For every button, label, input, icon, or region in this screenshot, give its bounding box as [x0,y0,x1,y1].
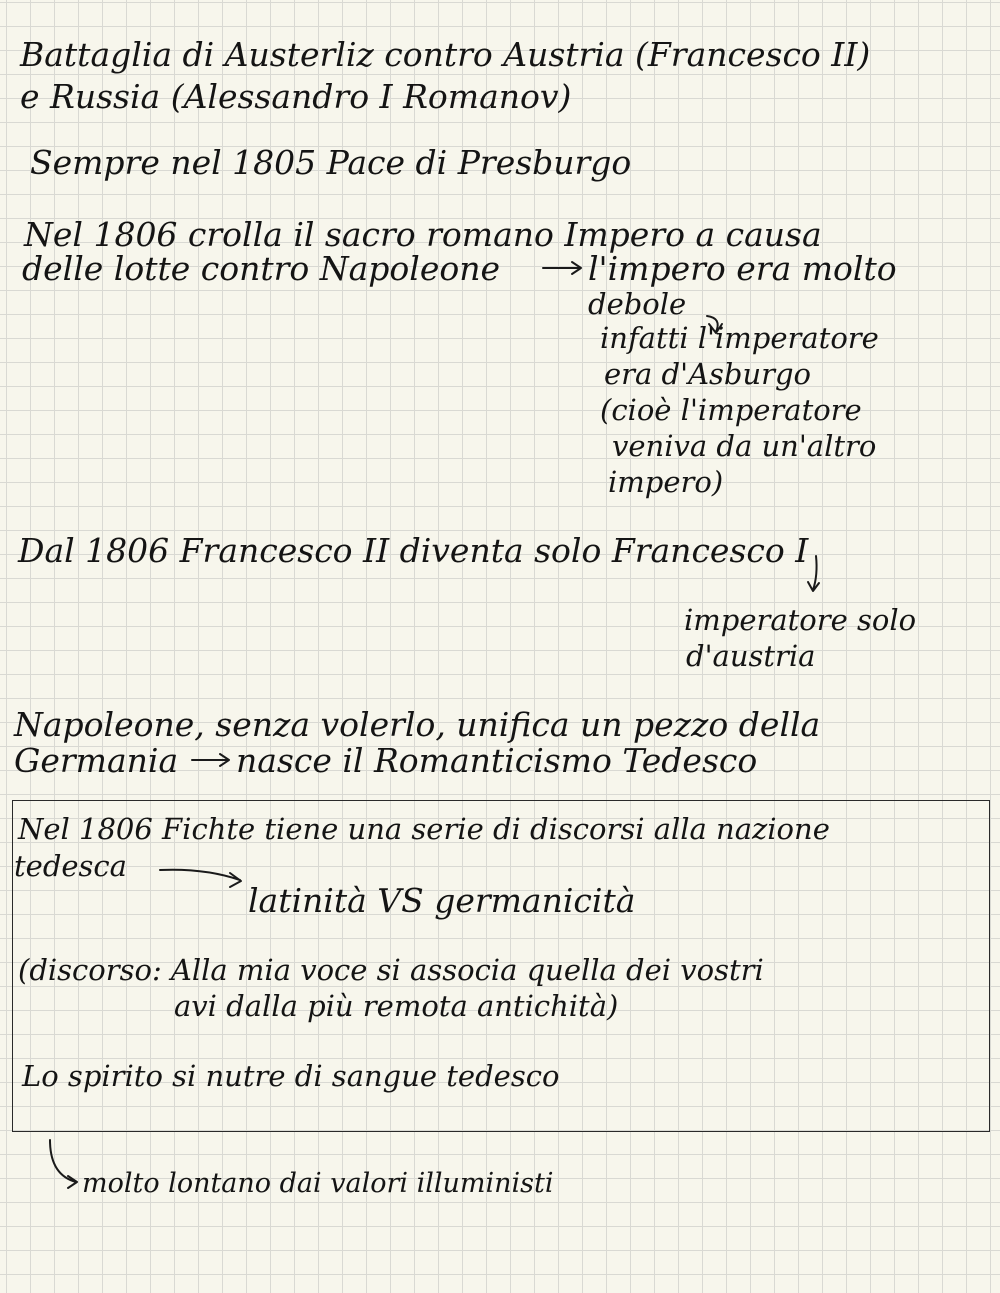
note-infatti-line: impero) [608,465,724,499]
note-napoleone-line-2-cont: nasce il Romanticismo Tedesco [236,741,758,780]
note-crollo-line-1: Nel 1806 crolla il sacro romano Impero a causa [24,215,822,254]
note-fichte-line-2: tedesca [14,849,127,883]
arrow-box-to-footnote [50,1140,77,1188]
note-footnote: molto lontano dai valori illuministi [82,1168,554,1199]
note-spirito: Lo spirito si nutre di sangue tedesco [22,1059,560,1093]
arrow-to-impero-debole [543,262,581,274]
arrow-germania-to-romanticismo [192,754,229,766]
arrow-francesco-to-imperatore [808,556,819,591]
note-napoleone-line-2: Germania [14,741,179,780]
note-imperatore-line: d'austria [686,639,816,673]
note-presburgo: Sempre nel 1805 Pace di Presburgo [30,143,632,182]
note-infatti-line: era d'Asburgo [604,357,812,391]
note-napoleone-line-1: Napoleone, senza volerlo, unifica un pezzo della [14,705,821,744]
note-infatti-line: veniva da un'altro [612,429,877,463]
note-crollo-line-2-cont: l'impero era molto [588,249,897,288]
note-crollo-line-2: delle lotte contro Napoleone [22,249,501,288]
note-fichte-line-1: Nel 1806 Fichte tiene una serie di discorsi alla nazione [18,812,830,846]
note-imperatore-line: imperatore solo [684,603,917,637]
note-infatti-line: (cioè l'imperatore [600,393,862,427]
note-discorso-line-2: avi dalla più remota antichità) [174,989,619,1023]
note-francesco: Dal 1806 Francesco II diventa solo Francesco I [18,531,809,570]
note-debole: debole [588,287,687,321]
note-contrast: latinità VS germanicità [248,881,636,920]
note-austerlitz-line-1: Battaglia di Austerliz contro Austria (Francesco II) [20,35,871,74]
note-discorso-line-1: (discorso: Alla mia voce si associa quella dei vostri [18,953,764,987]
note-infatti-line: infatti l'imperatore [600,321,879,355]
note-austerlitz-line-2: e Russia (Alessandro I Romanov) [20,77,572,116]
